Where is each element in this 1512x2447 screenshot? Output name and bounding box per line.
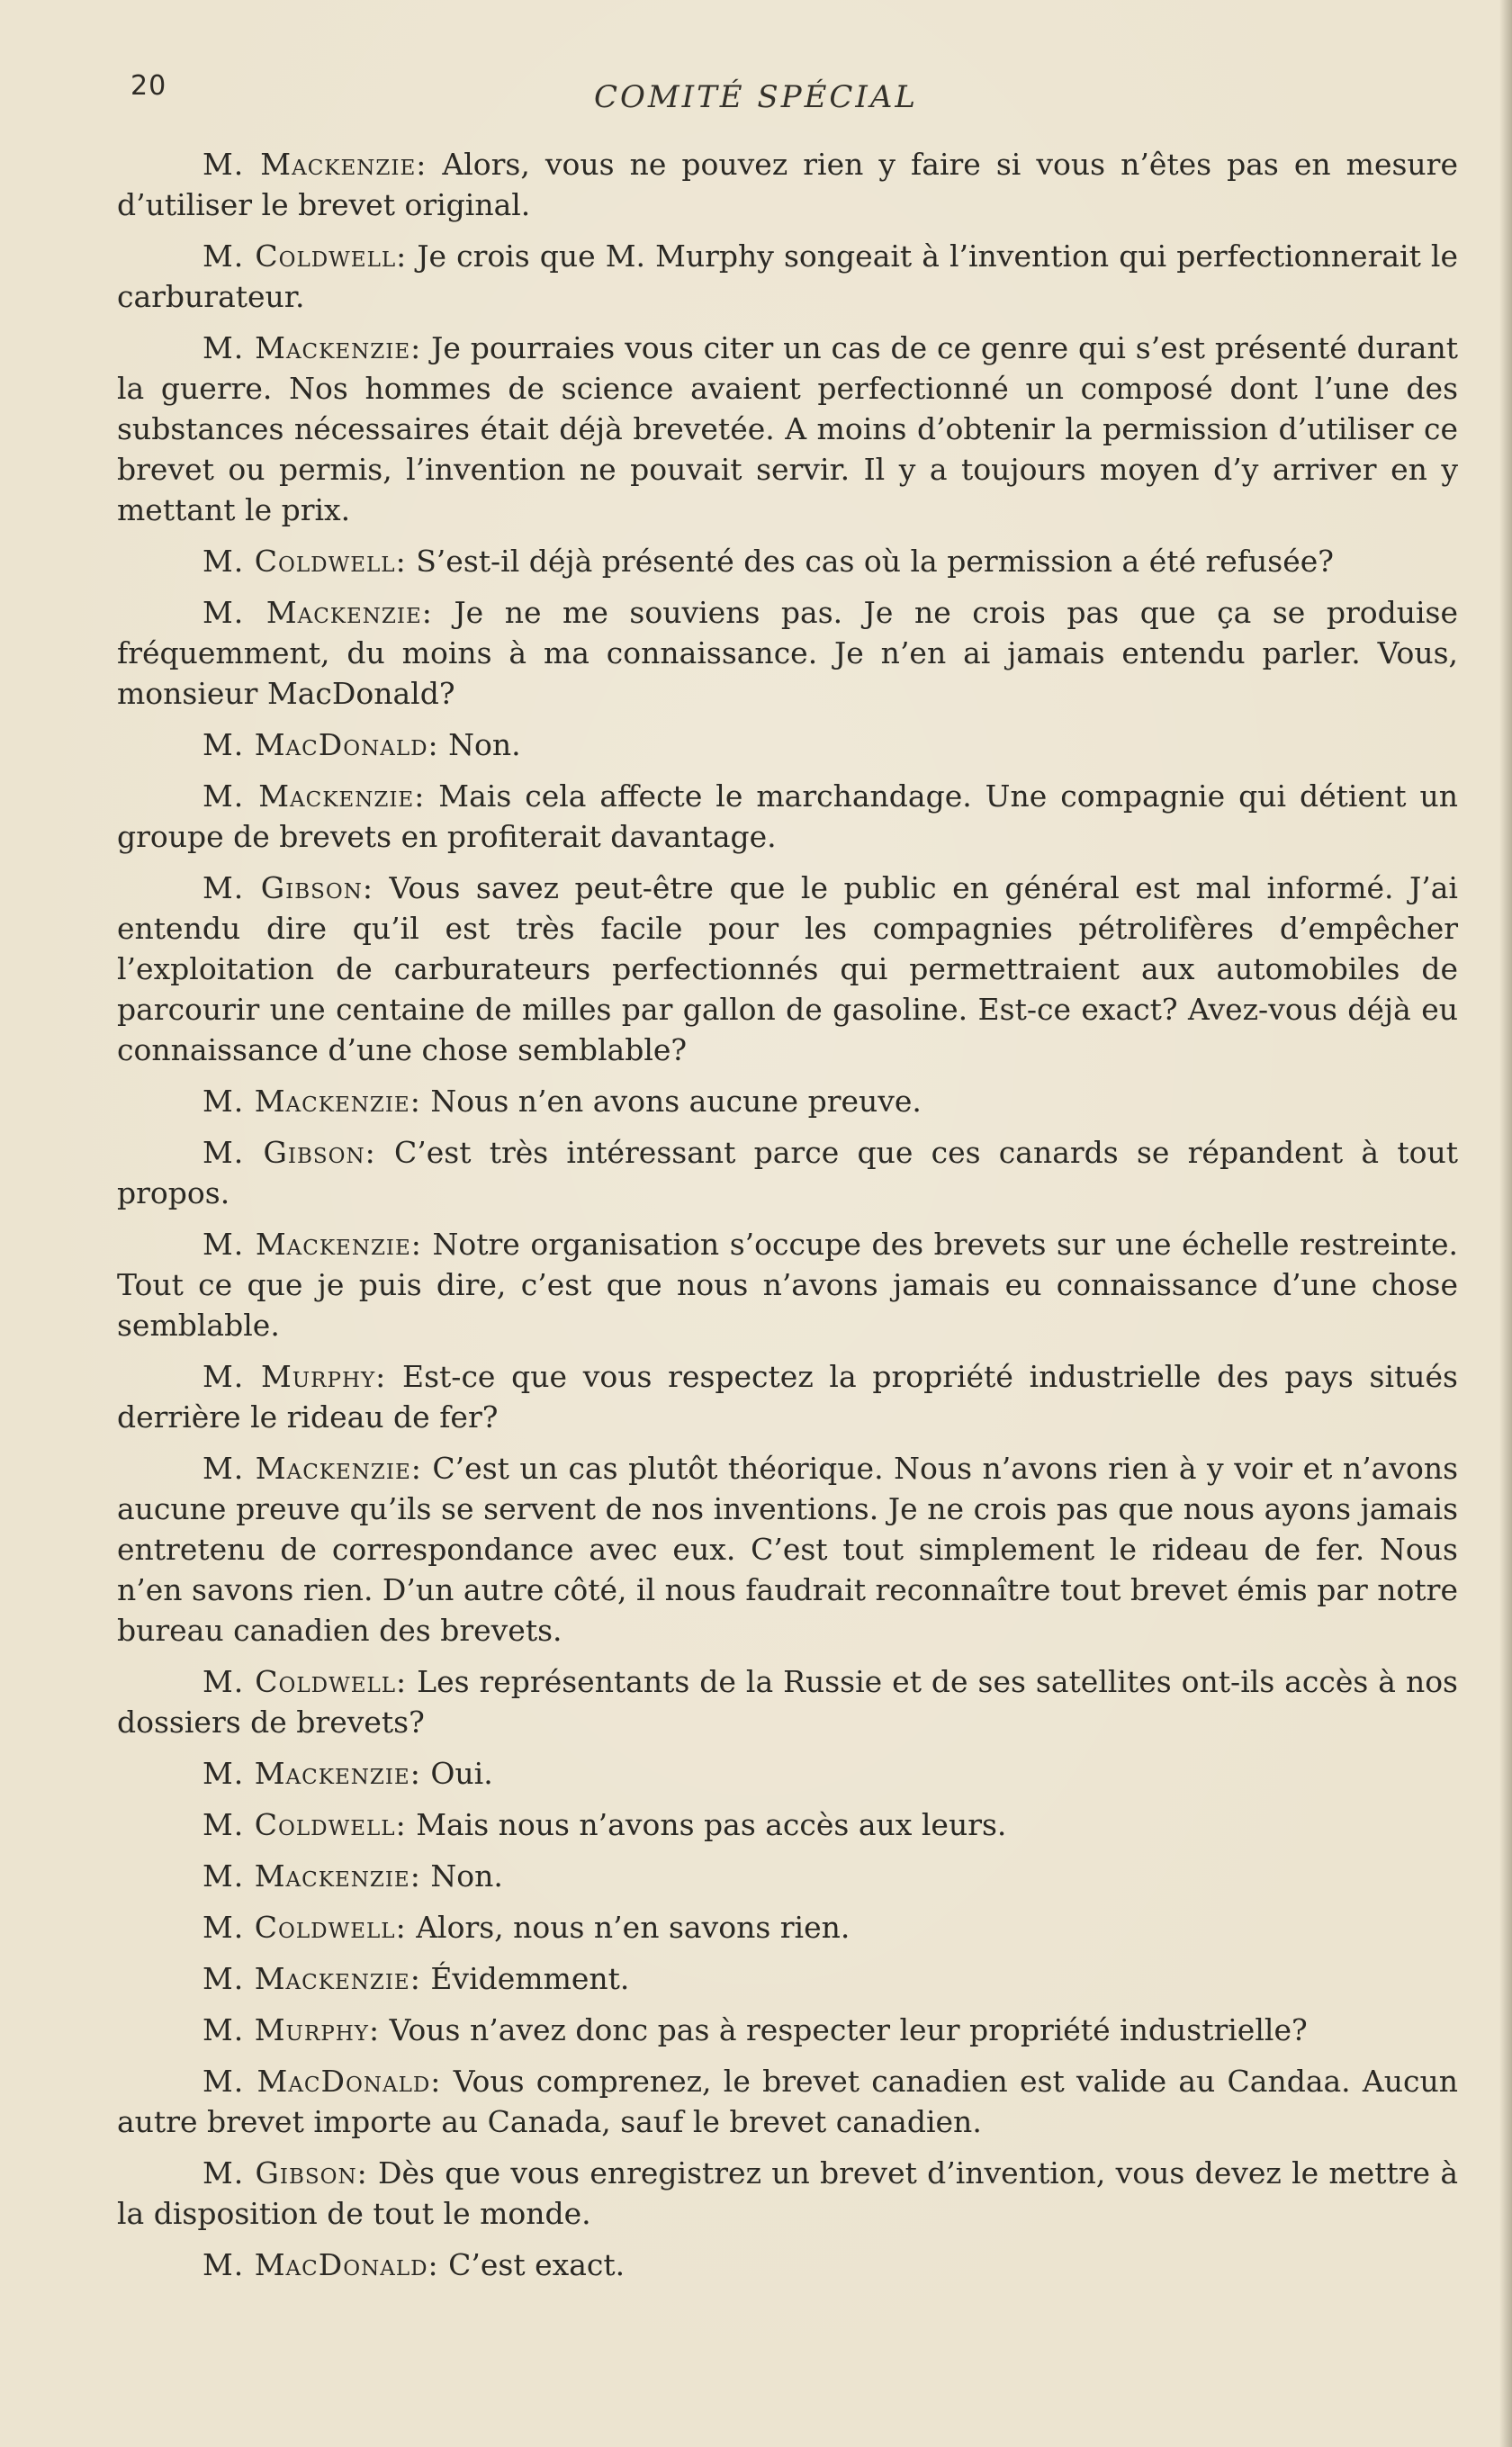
speaker-name: M. Mackenzie: — [202, 1756, 421, 1791]
transcript-paragraph — [117, 541, 1458, 581]
speech-text: Dès que vous enregistrez un brevet d’invention, vous devez le mettre à la disposition de tout le monde. — [117, 2155, 1458, 2231]
speaker-name: M. Gibson: — [202, 870, 374, 905]
speaker-name: M. Mackenzie: — [202, 778, 426, 814]
transcript-paragraph — [117, 144, 1458, 225]
page-edge-shadow — [1499, 0, 1512, 2447]
transcript-paragraph — [117, 1907, 1458, 1948]
speaker-name: M. Mackenzie: — [202, 330, 422, 365]
transcript-paragraph — [117, 1081, 1458, 1121]
transcript-paragraph — [117, 1958, 1458, 1999]
transcript-paragraph — [117, 1661, 1458, 1742]
transcript-paragraph — [117, 2245, 1458, 2285]
speaker-name: M. MacDonald: — [202, 727, 439, 762]
transcript-body — [117, 144, 1458, 2296]
transcript-paragraph — [117, 1804, 1458, 1845]
transcript-paragraph — [117, 1856, 1458, 1896]
transcript-paragraph — [117, 2061, 1458, 2142]
speech-text: C’est un cas plutôt théorique. Nous n’avons rien à y voir et n’avons aucune preuve qu’ils se servent de nos inventions. Je ne crois pas que nous ayons jamais entretenu de correspondance avec eux. C’est tout simplement le rideau de fer. Nous n’en savons rien. D’un autre côté, il nous faudrait reconnaître tout brevet émis par notre bureau canadien des brevets. — [117, 1451, 1459, 1648]
speech-text: Nous n’en avons aucune preuve. — [430, 1084, 922, 1119]
speech-text: Évidemment. — [430, 1961, 630, 1996]
speech-text: Je ne me souviens pas. Je ne crois pas que ça se produise fréquemment, du moins à ma connaissance. Je n’en ai jamais entendu parler. Vous, monsieur MacDonald? — [117, 595, 1459, 711]
speaker-name: M. Coldwell: — [202, 1664, 408, 1699]
speaker-name: M. Murphy: — [202, 1359, 387, 1394]
transcript-paragraph — [117, 592, 1458, 714]
speech-text: Oui. — [430, 1756, 493, 1791]
speech-text: Notre organisation s’occupe des brevets sur une échelle restreinte. Tout ce que je puis dire, c’est que nous n’avons jamais eu connaissance d’une chose semblable. — [117, 1227, 1458, 1343]
speech-text: Je crois que M. Murphy songeait à l’invention qui perfectionnerait le carburateur. — [117, 238, 1458, 314]
transcript-paragraph — [117, 776, 1458, 857]
speaker-name: M. Coldwell: — [202, 544, 407, 579]
speaker-name: M. Coldwell: — [202, 1910, 407, 1945]
speech-text: Non. — [448, 727, 521, 762]
speech-text: Alors, nous n’en savons rien. — [416, 1910, 850, 1945]
speech-text: Alors, vous ne pouvez rien y faire si vous n’êtes pas en mesure d’utiliser le brevet original. — [117, 147, 1458, 222]
transcript-paragraph — [117, 2010, 1458, 2050]
speech-text: C’est très intéressant parce que ces canards se répandent à tout propos. — [117, 1135, 1458, 1210]
page-number: 20 — [130, 70, 167, 102]
transcript-paragraph — [117, 328, 1458, 530]
transcript-paragraph — [117, 1448, 1458, 1651]
speaker-name: M. Coldwell: — [202, 1807, 407, 1842]
speech-text: C’est exact. — [448, 2247, 626, 2282]
speech-text: Je pourraies vous citer un cas de ce genre qui s’est présenté durant la guerre. Nos hommes de science avaient perfectionné un composé dont l’une des substances nécessaires était déjà brevetée. A moins d’obtenir la permission d’utiliser ce brevet ou permis, l’invention ne pouvait servir. Il y a toujours moyen d’y arriver en y mettant le prix. — [117, 330, 1458, 527]
speech-text: Vous n’avez donc pas à respecter leur propriété industrielle? — [389, 2012, 1308, 2047]
speech-text: Non. — [430, 1858, 503, 1894]
speech-text: Mais nous n’avons pas accès aux leurs. — [416, 1807, 1007, 1842]
transcript-paragraph — [117, 236, 1458, 317]
speaker-name: M. Coldwell: — [202, 238, 408, 274]
speaker-name: M. Mackenzie: — [202, 1858, 421, 1894]
transcript-paragraph — [117, 868, 1458, 1070]
speech-text: Les représentants de la Russie et de ses satellites ont-ils accès à nos dossiers de brevets? — [117, 1664, 1458, 1740]
transcript-paragraph — [117, 1753, 1458, 1794]
speaker-name: M. MacDonald: — [202, 2247, 439, 2282]
speaker-name: M. Murphy: — [202, 2012, 381, 2047]
speaker-name: M. Gibson: — [202, 1135, 376, 1170]
speaker-name: M. Mackenzie: — [202, 1961, 421, 1996]
speech-text: S’est-il déjà présenté des cas où la permission a été refusée? — [416, 544, 1334, 579]
transcript-paragraph — [117, 1132, 1458, 1213]
speech-text: Mais cela affecte le marchandage. Une compagnie qui détient un groupe de brevets en profiterait davantage. — [117, 778, 1458, 854]
speaker-name: M. Mackenzie: — [202, 1084, 421, 1119]
speaker-name: M. MacDonald: — [202, 2064, 442, 2099]
speech-text: Vous comprenez, le brevet canadien est valide au Candaa. Aucun autre brevet importe au Canada, sauf le brevet canadien. — [117, 2064, 1458, 2139]
speaker-name: M. Mackenzie: — [202, 1227, 422, 1262]
speech-text: Vous savez peut-être que le public en général est mal informé. J’ai entendu dire qu’il est très facile pour les compagnies pétrolifères d’empêcher l’exploitation de carburateurs perfectionnés qui permettraient aux automobiles de parcourir une centaine de milles par gallon de gasoline. Est-ce exact? Avez-vous déjà eu connaissance d’une chose semblable? — [117, 870, 1458, 1067]
running-title: COMITÉ SPÉCIAL — [593, 79, 918, 115]
speaker-name: M. Mackenzie: — [202, 1451, 422, 1486]
speaker-name: M. Mackenzie: — [202, 147, 428, 182]
transcript-paragraph — [117, 1224, 1458, 1345]
speaker-name: M. Mackenzie: — [202, 595, 433, 630]
speech-text: Est-ce que vous respectez la propriété industrielle des pays situés derrière le rideau de fer? — [117, 1359, 1458, 1435]
speaker-name: M. Gibson: — [202, 2155, 368, 2191]
transcript-paragraph — [117, 2153, 1458, 2234]
transcript-paragraph — [117, 724, 1458, 765]
transcript-paragraph — [117, 1356, 1458, 1437]
